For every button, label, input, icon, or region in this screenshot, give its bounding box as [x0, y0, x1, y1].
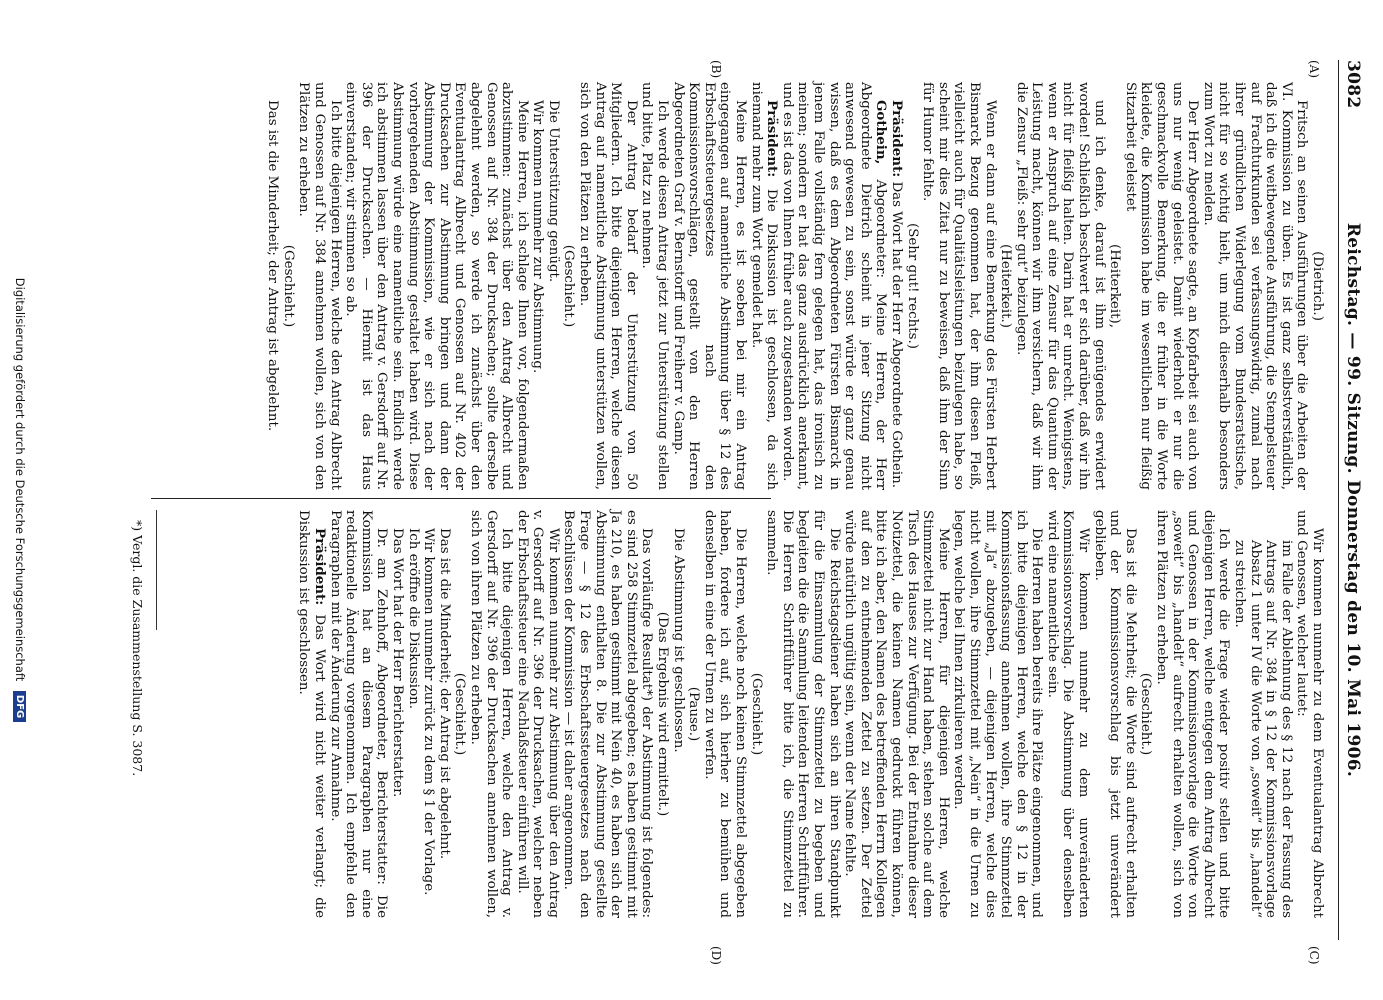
footnote: *) Vergl. die Zusammenstellung S. 3087.: [130, 520, 145, 777]
column-divider: [151, 498, 771, 499]
right-column-paragraph: Präsident: Das Wort wird nicht weiter verlangt; die Diskussion ist geschlossen.: [296, 510, 328, 918]
left-column-paragraph: Die Unterstützung genügt.: [545, 100, 561, 283]
margin-marker-c: (C): [1307, 946, 1321, 965]
left-column-paragraph: und ich denke, darauf ist ihm genügendes erwidert worden! Schließlich beschwert er sich darüber, daß wir ihn nicht für fleißig halten. Darin hat er unrecht. Wenigstens, wenn er Anspruch auf eine Zensur für das Quantum der Leistung macht, können wir ihm versichern, daß wir ihm die Zensur „Fleiß: sehr gut“ beizulegen.: [1013, 82, 1107, 490]
left-column-paragraph: (Dietrich.): [1310, 251, 1325, 321]
right-column-paragraph: Die Abstimmung ist geschlossen.: [670, 528, 686, 753]
right-column-paragraph: Wir kommen nunmehr zur Abstimmung über den Antrag v. Gersdorff auf Nr. 396 der Drucksachen, welcher neben der Erbschaftssteuer eine Nachlaßsteuer einführen will.: [514, 510, 561, 918]
right-column-paragraph: Wir kommen nunmehr zurück zu dem § 1 der Vorlage.: [421, 528, 437, 896]
margin-marker-b: (B): [709, 60, 723, 79]
right-column-paragraph: Wir kommen nunmehr zu dem Eventualantrag Albrecht und Genossen, welcher lautet:: [1294, 510, 1325, 918]
left-column-paragraph: (Geschieht.): [280, 244, 296, 328]
margin-marker-a: (A): [1307, 60, 1321, 79]
right-column-paragraph: Wir kommen nunmehr zu dem unveränderten Kommissionsvorschlag. Die Abstimmung über denselben wird eine namentliche sein.: [1044, 510, 1092, 918]
left-column-paragraph: (Heiterkeit.): [998, 244, 1014, 328]
left-column-paragraph: (Sehr gut! rechts.): [904, 222, 920, 349]
footnote-rule: [156, 510, 157, 630]
credit-text: Digitalisierung gefördert durch die Deutsche Forschungsgemeinschaft: [13, 277, 27, 682]
right-column-paragraph: (Geschieht.): [452, 672, 468, 756]
left-column-paragraph: Gothein, Abgeordneter: Meine Herren, der Herr Abgeordnete Dietrich scheint in jener Sitzung nicht anwesend gewesen zu sein, sonst würde er ganz genau wissen, daß es dem Abgeordneten Fürsten Bismarck in jenem Falle vollständig fern gelegen hat, das ironisch zu meinen; sondern er hat das ganz ausdrücklich anerkannt, und es ist das von Ihnen früher auch zugestanden worden.: [779, 82, 890, 490]
text-column-right: [296, 510, 1325, 918]
left-column-paragraph: Präsident: Die Diskussion ist geschlossen, da sich niemand mehr zum Wort gemeldet hat.: [748, 82, 781, 490]
right-column-paragraph: Die Reichstagsdiener haben sich an ihren Standpunkt für die Einsammlung der Stimmzettel zu begeben und begleiten die die Sammlung leitenden Herren Schriftführer. Die Herren Schriftführer bitte ich, die Stimmzettel zu sammeln.: [764, 510, 842, 918]
right-column-paragraph: Ich eröffne die Diskussion.: [405, 528, 421, 710]
page-header: [1338, 60, 1365, 940]
right-column-paragraph: Dr. am Zehnhoff, Abgeordneter, Berichterstatter: Die Kommission hat an diesem Paragraphen nur eine redaktionelle Änderung vorgenommen. Ich empfehle den Paragraphen mit der Änderung zur Annahme.: [327, 510, 390, 918]
left-column-paragraph: Der Antrag bedarf der Unterstützung von 50 Mitgliedern. Ich bitte diejenigen Herren, welche diesen Antrag auf namentliche Abstimmung unterstützen wollen, sich von den Plätzen zu erheben.: [577, 82, 639, 490]
right-column-paragraph: Ich werde die Frage wieder positiv stellen und bitte diejenigen Herren, welche entgegen dem Antrag Albrecht und Genossen in der Kommissionsvorlage die Worte von „soweit“ bis „handelt“ aufrecht erhalten wollen, sich von ihren Plätzen zu erheben.: [1154, 510, 1232, 918]
speaker-name: Gothein,: [873, 100, 890, 165]
right-column-paragraph: Die Herren haben bereits ihre Plätze eingenommen, und ich bitte diejenigen Herren, welche den § 12 in der Kommissionsfassung annehmen wollen, ihre Stimmzettel mit „Ja“ abzugeben, — diejenigen Herren, welche dies nicht wollen, ihre Stimmzettel mit „Nein“ in die Urnen zu legen, welche bei Ihnen zirkulieren werden.: [951, 510, 1045, 918]
text-column-left: [265, 82, 1325, 490]
left-column-paragraph: Wenn er dann auf eine Bemerkung des Fürsten Herbert Bismarck Bezug genommen hat, der ihm diesen Fleiß, vielleicht auch für Qualitätsleistungen beizulegen habe, so scheint mir dies Zitat nur zu beweisen, daß ihm der Sinn für Humor fehlte.: [920, 82, 998, 490]
left-column-paragraph: Ich bitte diejenigen Herren, welche den Antrag Albrecht und Genossen auf Nr. 384 annehmen wollen, sich von den Plätzen zu erheben.: [296, 82, 343, 490]
digitization-credit: [13, 0, 27, 1000]
right-column-paragraph: Die Herren, welche noch keinen Stimmzettel abgegeben haben, fordere ich auf, sich hierher zu bemühen und denselben in eine der Urnen zu werfen.: [701, 510, 749, 918]
left-column-paragraph: Wir kommen nunmehr zur Abstimmung.: [530, 100, 546, 374]
right-column-paragraph: (Pause.): [686, 686, 702, 742]
left-column-paragraph: Der Herr Abgeordnete sagte, an Kopfarbeit sei auch von uns nur wenig geleistet. Damit wiederholt er nur die geschmackvolle Bemerkung, die er früher in die Worte kleidete, die Kommission habe im wesentlichen nur fleißig Sitzarbeit geleistet: [1122, 82, 1201, 490]
speaker-name: Präsident:: [312, 528, 328, 606]
left-column-paragraph: Meine Herren, ich schlage Ihnen vor, folgendermaßen abzustimmen: zunächst über den Antrag Albrecht und Genossen auf Nr. 384 der Drucksachen; sollte derselbe abgelehnt werden, so werde ich zunächst über den Eventualantrag Albrecht und Genossen auf Nr. 402 der Drucksachen zur Abstimmung bringen und dann der Abstimmung der Kommission, wie er sich nach der vorhergehenden Abstimmung gestaltet haben wird. Diese Abstimmung würde eine namentliche sein. Endlich werde ich abstimmen lassen über den Antrag v. Gersdorff auf Nr. 396 der Drucksachen. — Hiermit ist das Haus einverstanden; wir stimmen so ab.: [343, 82, 530, 490]
right-column-paragraph: Ich bitte diejenigen Herren, welche den Antrag v. Gersdorff auf Nr. 396 der Drucksachen annehmen wollen, sich von ihren Plätzen zu erheben.: [467, 510, 515, 918]
left-column-paragraph: Meine Herren, es ist soeben bei mir ein Antrag eingegangen auf namentliche Abstimmung über § 12 des Erbschaftssteuergesetzes nach den Kommissionsvorschlägen, gestellt von den Herren Abgeordneten Graf v. Bernstorff und Freiherr v. Gamp.: [670, 82, 749, 490]
right-column-paragraph: Das vorläufige Resultat*) der Abstimmung ist folgendes: es sind 258 Stimmzettel abgegeben; es haben gestimmt mit Ja 210, es haben gestimmt mit Nein 40, es haben sich der Abstimmung enthalten 8. Die zur Abstimmung gestellte Frage — § 12 des Erbschaftssteuergesetzes nach den Beschlüssen der Kommission — ist daher angenommen.: [561, 510, 655, 918]
running-title: Reichstag. — 99. Sitzung. Donnerstag den 10. Mai 1906.: [1343, 222, 1363, 778]
left-column-paragraph: Ich werde diesen Antrag jetzt zur Unterstützung stellen und bitte, Platz zu nehmen.: [639, 82, 671, 490]
speaker-name: Präsident:: [888, 100, 905, 178]
dfg-logo: DFG: [13, 691, 26, 722]
left-column-paragraph: Präsident: Das Wort hat der Herr Abgeordnete Gothein.: [888, 100, 905, 489]
left-column-paragraph: Fritsch an seinen Ausführungen über die Arbeiten der VI. Kommission zu üben. Es ist ganz selbstverständlich, daß ich die weitbewegende Ausführung, die Stempelsteuer auf Frachturkunden sei verfassungswidrig, zumal nach ihrer gründlichen Widerlegung vom Bundesratstische, nicht für so wichtig hielt, um mich dieserhalb besonders zum Wort zu melden.: [1200, 82, 1310, 490]
page-number: 3082: [1343, 60, 1363, 109]
right-column-paragraph: im Falle der Ablehnung des § 12 nach der Fassung des Antrags auf Nr. 384 in § 12 der Kommissionsvorlage Absatz 1 unter IV die Worte von „soweit“ bis „handelt“ zu streichen.: [1232, 540, 1294, 918]
right-column-paragraph: (Geschieht.): [748, 672, 764, 756]
right-column-paragraph: Das ist die Minderheit; der Antrag ist abgelehnt.: [436, 528, 452, 860]
right-column-paragraph: (Das Ergebnis wird ermittelt.): [655, 611, 671, 817]
left-column-paragraph: (Geschieht.): [561, 244, 577, 328]
right-column-paragraph: Das ist die Mehrheit; die Worte sind aufrecht erhalten und der Kommissionsvorschlag bis jetzt unverändert geblieben.: [1091, 510, 1138, 918]
right-column-paragraph: (Geschieht.): [1138, 672, 1154, 756]
right-column-paragraph: Das Wort hat der Herr Berichterstatter.: [389, 528, 405, 798]
left-column-paragraph: Das ist die Minderheit; der Antrag ist abgelehnt.: [265, 100, 281, 432]
margin-marker-d: (D): [709, 946, 723, 965]
left-column-paragraph: (Heiterkeit),: [1107, 244, 1123, 328]
right-column-paragraph: Meine Herren, für diejenigen Herren, welche Stimmzettel nicht zur Hand haben, stehen solche auf dem Tisch des Hauses zur Verfügung. Bei der Entnahme dieser Notizettel, die keinen Namen gedruckt führen können, bitte ich aber, den Namen des betreffenden Herrn Kollegen auf den zu entnehmenden Zettel zu setzen. Der Zettel würde natürlich ungültig sein, wenn der Name fehlte.: [842, 510, 951, 918]
speaker-name: Präsident:: [764, 100, 781, 178]
